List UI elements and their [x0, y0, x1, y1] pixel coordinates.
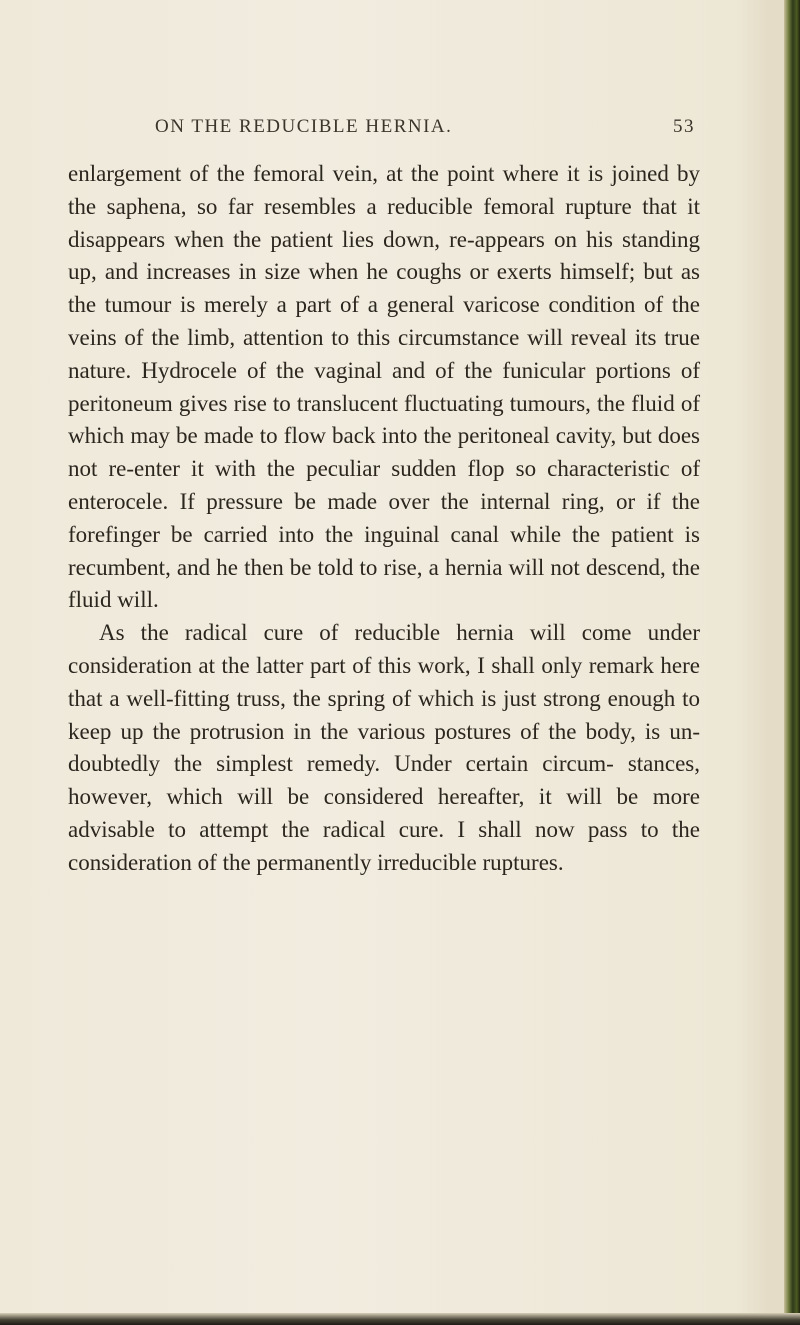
body-text	[68, 158, 700, 880]
page-bottom-edge	[0, 1313, 800, 1325]
running-head	[60, 116, 740, 146]
paragraph-radical-cure: As the radical cure of reducible hernia will come under consideration at the latter part of this work, I shall only remark here that a well-fitting truss, the spring of which is just strong enough to keep up the protrusion in the various postures of the body, is un- doubtedly the simplest remedy. Under certain circum- stances, however, which will be considered hereafter, it will be more advisable to attempt the radical cure. I shall now pass to the consideration of the permanently irreducible ruptures.	[68, 620, 700, 875]
page-number: 53	[673, 116, 695, 137]
paragraph-continuation: enlargement of the femoral vein, at the point where it is joined by the saphena, so far resembles a reducible femoral rupture that it disappears when the patient lies down, re-appears on his standing up, and increases in size when he coughs or exerts himself; but as the tumour is merely a part of a general varicose condition of the veins of the limb, attention to this circumstance will reveal its true nature. Hydrocele of the vaginal and of the funicular portions of peritoneum gives rise to translucent fluctuating tumours, the fluid of which may be made to flow back into the peritoneal cavity, but does not re-enter it with the peculiar sudden flop so characteristic of enterocele. If pressure be made over the internal ring, or if the forefinger be carried into the inguinal canal while the patient is recumbent, and he then be told to rise, a hernia will not descend, the fluid will.	[68, 161, 700, 613]
running-title: ON THE REDUCIBLE HERNIA.	[155, 116, 453, 137]
book-binding-edge	[784, 0, 800, 1325]
